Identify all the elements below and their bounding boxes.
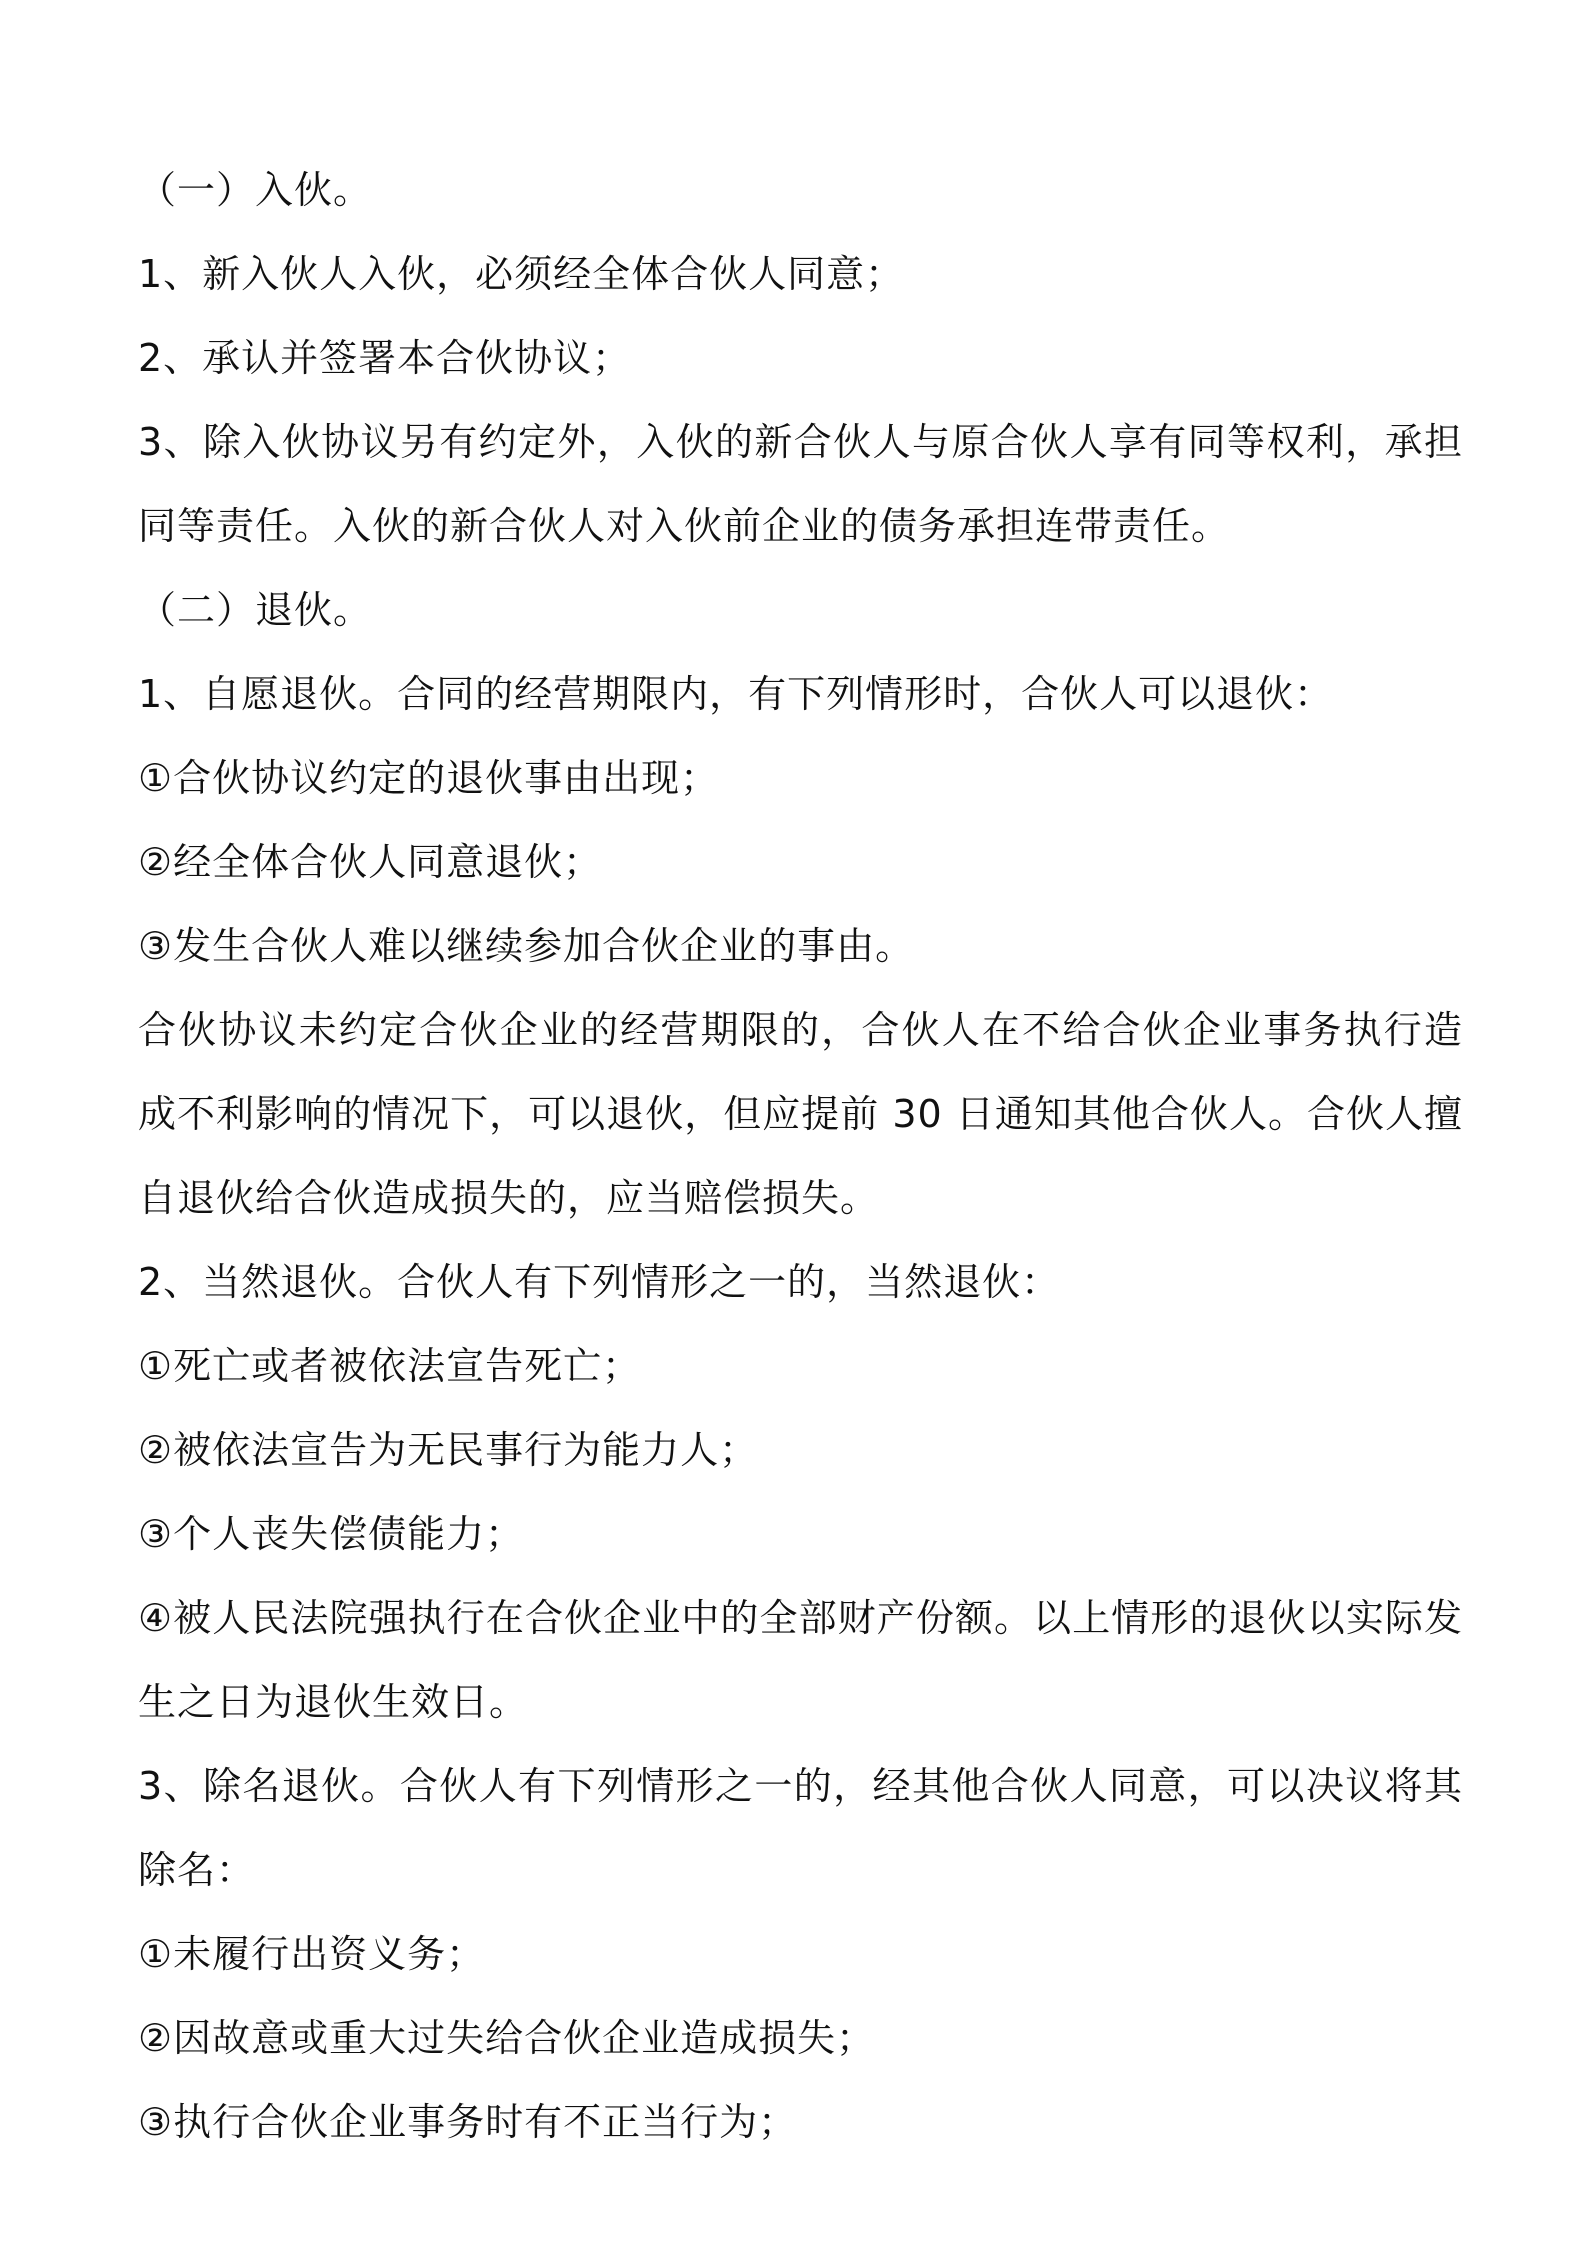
admission-item-3: 3、除入伙协议另有约定外，入伙的新合伙人与原合伙人享有同等权利，承担同等责任。入伙的新合伙人对入伙前企业的债务承担连带责任。 [138, 420, 1463, 548]
section-heading-admission: （一）入伙。 [138, 168, 373, 212]
section-heading-withdrawal: （二）退伙。 [138, 588, 373, 632]
admission-item-1: 1、新入伙人入伙，必须经全体合伙人同意； [138, 252, 905, 296]
withdrawal-automatic-case-2: ②被依法宣告为无民事行为能力人； [138, 1428, 759, 1472]
withdrawal-automatic-case-3: ③个人丧失偿债能力； [138, 1512, 525, 1556]
withdrawal-voluntary-case-1: ①合伙协议约定的退伙事由出现； [138, 756, 720, 800]
withdrawal-voluntary-case-2: ②经全体合伙人同意退伙； [138, 840, 603, 884]
withdrawal-voluntary-case-3: ③发生合伙人难以继续参加合伙企业的事由。 [138, 924, 915, 968]
withdrawal-automatic: 2、当然退伙。合伙人有下列情形之一的，当然退伙： [138, 1260, 1061, 1304]
withdrawal-voluntary: 1、自愿退伙。合同的经营期限内，有下列情形时，合伙人可以退伙： [138, 672, 1334, 716]
withdrawal-automatic-case-1: ①死亡或者被依法宣告死亡； [138, 1344, 642, 1388]
withdrawal-expulsion-case-1: ①未履行出资义务； [138, 1932, 486, 1976]
admission-item-2: 2、承认并签署本合伙协议； [138, 336, 632, 380]
withdrawal-automatic-case-4: ④被人民法院强执行在合伙企业中的全部财产份额。以上情形的退伙以实际发生之日为退伙生效日。 [138, 1596, 1463, 1724]
withdrawal-expulsion: 3、除名退伙。合伙人有下列情形之一的，经其他合伙人同意，可以决议将其除名： [138, 1764, 1463, 1892]
withdrawal-expulsion-case-3: ③执行合伙企业事务时有不正当行为； [138, 2100, 798, 2144]
withdrawal-expulsion-case-2: ②因故意或重大过失给合伙企业造成损失； [138, 2016, 876, 2060]
document-body [138, 148, 1463, 2164]
withdrawal-voluntary-note: 合伙协议未约定合伙企业的经营期限的，合伙人在不给合伙企业事务执行造成不利影响的情况下，可以退伙，但应提前 30 日通知其他合伙人。合伙人擅自退伙给合伙造成损失的，应当赔偿损失。 [138, 1008, 1463, 1220]
